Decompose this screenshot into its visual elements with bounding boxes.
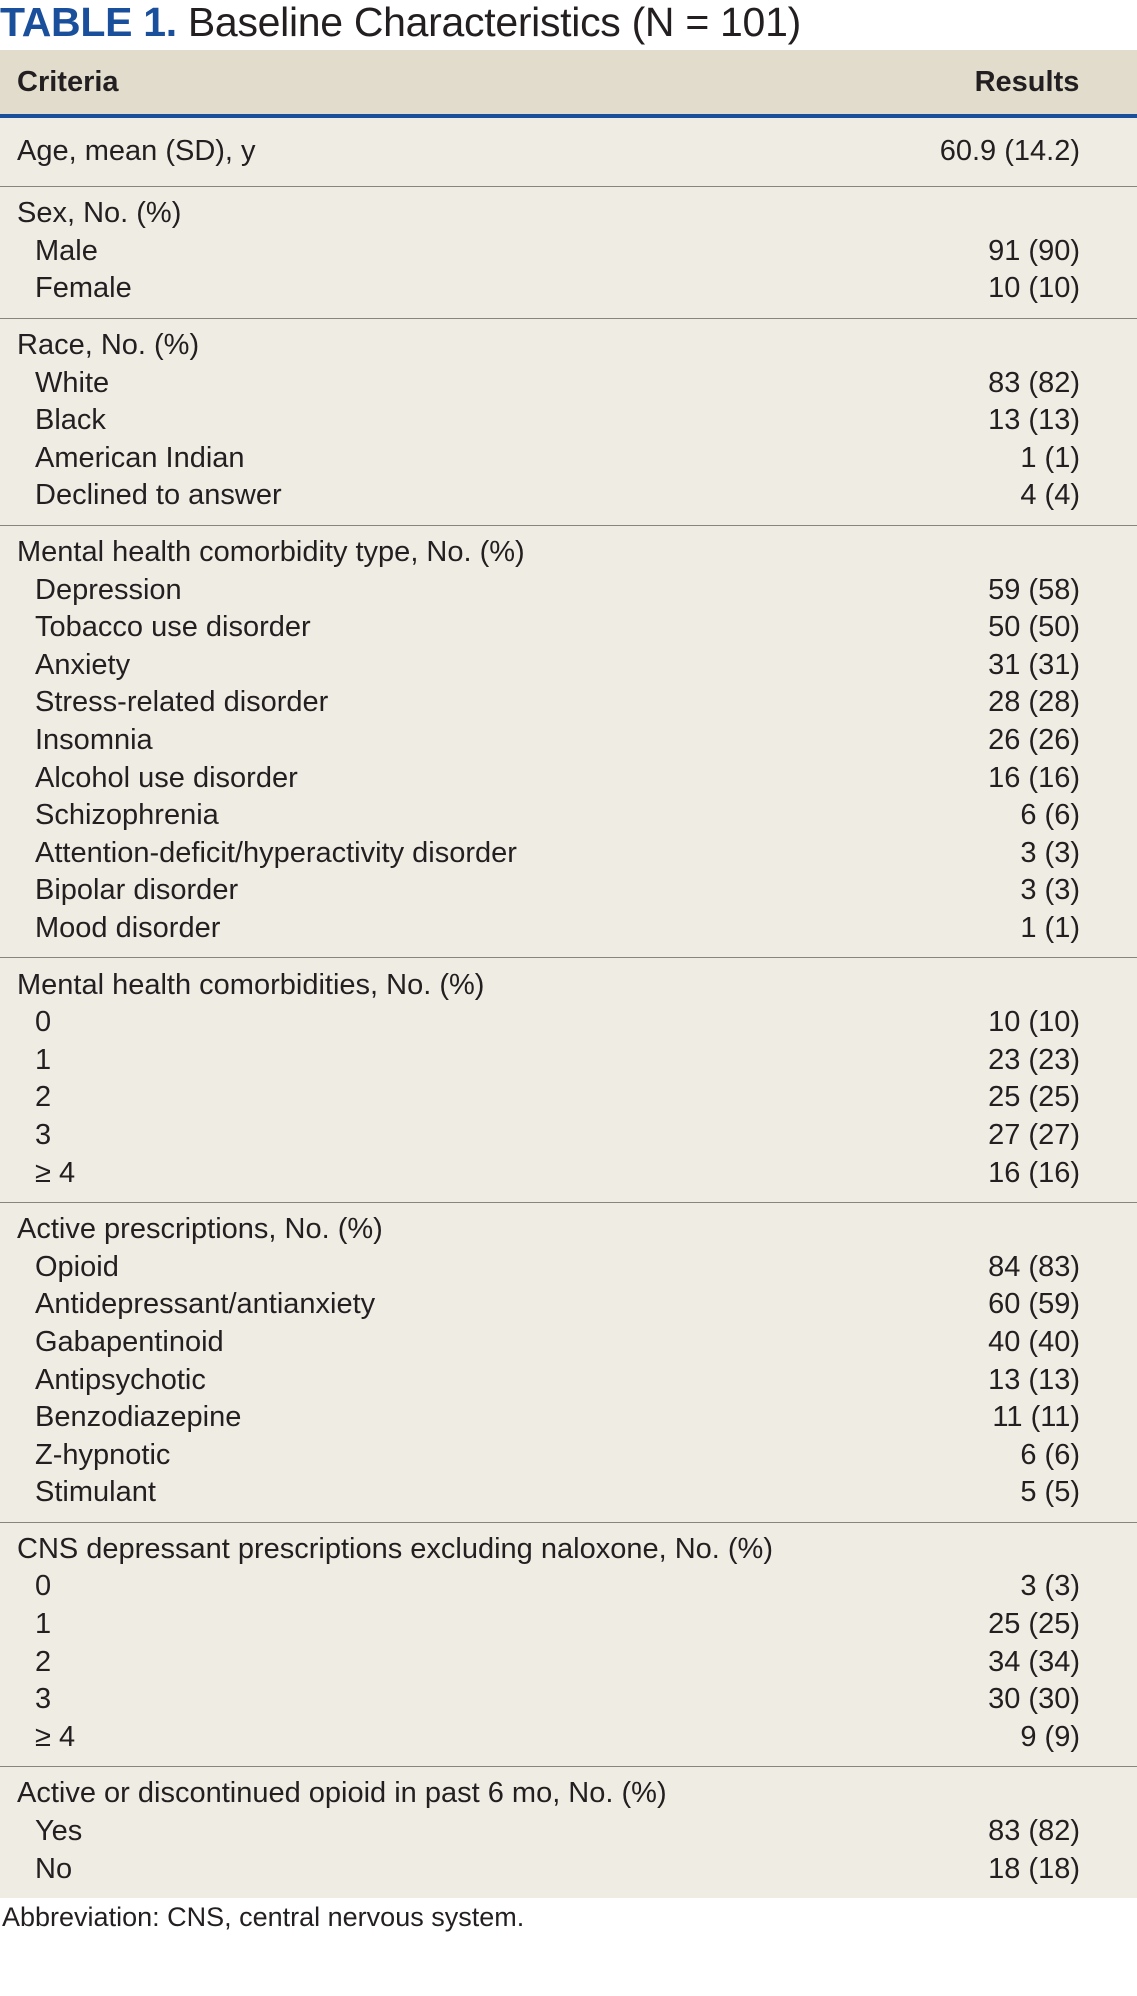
row-label: American Indian [35, 441, 245, 474]
row-label: Schizophrenia [35, 799, 219, 832]
row-value: 3 (3) [1020, 874, 1080, 907]
row-label: 2 [35, 1081, 52, 1114]
row-value: 6 (6) [1020, 1438, 1080, 1471]
table-row [0, 1324, 1137, 1362]
row-label: Benzodiazepine [35, 1401, 242, 1434]
table-group [0, 1203, 1137, 1523]
row-label: 1 [35, 1043, 52, 1076]
table-row [0, 1436, 1137, 1474]
table-group [0, 319, 1137, 526]
row-label: Attention-deficit/hyperactivity disorder [35, 836, 517, 869]
row-label: Gabapentinoid [35, 1325, 224, 1358]
table-row [0, 1813, 1137, 1851]
table-row [0, 1117, 1137, 1155]
row-value: 13 (13) [988, 1363, 1080, 1396]
table-row [0, 1681, 1137, 1719]
row-value: 10 (10) [988, 272, 1080, 305]
table-number: TABLE 1. [0, 0, 177, 45]
row-value: 16 (16) [988, 761, 1080, 794]
row-value: 59 (58) [988, 573, 1080, 606]
group-heading: Active prescriptions, No. (%) [17, 1213, 383, 1246]
row-label: Stress-related disorder [35, 686, 329, 719]
table-group [0, 1767, 1137, 1898]
table-row [0, 402, 1137, 440]
group-heading: CNS depressant prescriptions excluding naloxone, No. (%) [17, 1532, 773, 1565]
group-heading-row [0, 1531, 1137, 1569]
row-value: 91 (90) [988, 234, 1080, 267]
row-value: 5 (5) [1020, 1476, 1080, 1509]
row-label: Opioid [35, 1250, 119, 1283]
row-label: 2 [35, 1645, 52, 1678]
table-group [0, 958, 1137, 1203]
row-label: Antidepressant/antianxiety [35, 1288, 376, 1321]
group-heading: Race, No. (%) [17, 329, 200, 362]
table-row [0, 722, 1137, 760]
row-value: 83 (82) [988, 366, 1080, 399]
table-row [0, 647, 1137, 685]
table-row [0, 1079, 1137, 1117]
row-label: Black [35, 404, 106, 437]
table-row [0, 1361, 1137, 1399]
row-label: ≥ 4 [35, 1720, 76, 1753]
group-heading: Sex, No. (%) [17, 197, 182, 230]
table-row [0, 270, 1137, 308]
row-value: 26 (26) [988, 724, 1080, 757]
table-group [0, 118, 1137, 187]
row-label: 1 [35, 1608, 52, 1641]
table-row [0, 684, 1137, 722]
row-label: Bipolar disorder [35, 874, 239, 907]
table-row [0, 1643, 1137, 1681]
table-row [0, 910, 1137, 948]
group-heading-row [0, 195, 1137, 233]
row-label: ≥ 4 [35, 1156, 76, 1189]
row-label: Z-hypnotic [35, 1438, 171, 1471]
row-value: 11 (11) [992, 1401, 1080, 1434]
row-label: Mood disorder [35, 911, 221, 944]
row-value: 27 (27) [988, 1118, 1080, 1151]
row-label: No [35, 1852, 73, 1885]
table-row [0, 440, 1137, 478]
row-value: 28 (28) [988, 686, 1080, 719]
group-heading-row [0, 126, 1137, 176]
row-label: Antipsychotic [35, 1363, 206, 1396]
row-value: 25 (25) [988, 1608, 1080, 1641]
table-row [0, 1399, 1137, 1437]
table-row [0, 1850, 1137, 1888]
row-label: Declined to answer [35, 479, 282, 512]
table-row [0, 872, 1137, 910]
row-label: Female [35, 272, 132, 305]
row-label: Male [35, 234, 98, 267]
table-row [0, 1719, 1137, 1757]
row-value: 50 (50) [988, 611, 1080, 644]
table-title [0, 0, 1137, 50]
row-value: 31 (31) [988, 648, 1080, 681]
table-row [0, 477, 1137, 515]
table-caption: Baseline Characteristics (N = 101) [187, 0, 801, 45]
table-row [0, 1286, 1137, 1324]
table-header [0, 50, 1137, 118]
table-row [0, 1004, 1137, 1042]
table-row [0, 571, 1137, 609]
table-group [0, 526, 1137, 959]
table-group [0, 1523, 1137, 1768]
row-value: 6 (6) [1020, 799, 1080, 832]
table-row [0, 797, 1137, 835]
table-row [0, 1248, 1137, 1286]
row-label: Alcohol use disorder [35, 761, 298, 794]
group-heading-row [0, 1775, 1137, 1813]
table-group [0, 187, 1137, 319]
group-heading-row [0, 327, 1137, 365]
header-results: Results [974, 65, 1080, 98]
row-value: 13 (13) [988, 404, 1080, 437]
row-value: 1 (1) [1020, 911, 1080, 944]
group-heading: Mental health comorbidities, No. (%) [17, 968, 485, 1001]
row-label: 3 [35, 1683, 52, 1716]
row-value: 34 (34) [988, 1645, 1080, 1678]
group-heading: Active or discontinued opioid in past 6 mo, No. (%) [17, 1777, 667, 1810]
group-heading: Mental health comorbidity type, No. (%) [17, 536, 525, 569]
row-value: 10 (10) [988, 1006, 1080, 1039]
group-heading-row [0, 966, 1137, 1004]
table-row [0, 1568, 1137, 1606]
row-value: 23 (23) [988, 1043, 1080, 1076]
row-value: 30 (30) [988, 1683, 1080, 1716]
group-heading-row [0, 1211, 1137, 1249]
table-row [0, 1041, 1137, 1079]
table-row [0, 835, 1137, 873]
group-heading-value: 60.9 (14.2) [939, 134, 1080, 167]
footnote: Abbreviation: CNS, central nervous system. [2, 1901, 525, 1932]
row-value: 40 (40) [988, 1325, 1080, 1358]
row-value: 3 (3) [1020, 836, 1080, 869]
row-value: 18 (18) [988, 1852, 1080, 1885]
table-row [0, 1606, 1137, 1644]
table-row [0, 609, 1137, 647]
table-row [0, 1154, 1137, 1192]
table-row [0, 233, 1137, 271]
group-heading: Age, mean (SD), y [17, 134, 256, 167]
row-value: 4 (4) [1020, 479, 1080, 512]
row-value: 84 (83) [988, 1250, 1080, 1283]
row-label: 0 [35, 1006, 52, 1039]
row-value: 25 (25) [988, 1081, 1080, 1114]
baseline-table [0, 50, 1137, 1898]
row-label: 0 [35, 1570, 52, 1603]
row-value: 3 (3) [1020, 1570, 1080, 1603]
row-value: 60 (59) [988, 1288, 1080, 1321]
row-value: 83 (82) [988, 1815, 1080, 1848]
table-row [0, 759, 1137, 797]
table-row [0, 364, 1137, 402]
row-label: White [35, 366, 110, 399]
row-label: Depression [35, 573, 182, 606]
row-value: 16 (16) [988, 1156, 1080, 1189]
row-label: Stimulant [35, 1476, 156, 1509]
row-value: 9 (9) [1020, 1720, 1080, 1753]
row-label: 3 [35, 1118, 52, 1151]
table-row [0, 1474, 1137, 1512]
row-label: Tobacco use disorder [35, 611, 311, 644]
header-criteria: Criteria [17, 65, 119, 98]
row-label: Yes [35, 1815, 83, 1848]
row-label: Insomnia [35, 724, 153, 757]
row-label: Anxiety [35, 648, 131, 681]
row-value: 1 (1) [1020, 441, 1080, 474]
group-heading-row [0, 534, 1137, 572]
table-body [0, 118, 1137, 1898]
